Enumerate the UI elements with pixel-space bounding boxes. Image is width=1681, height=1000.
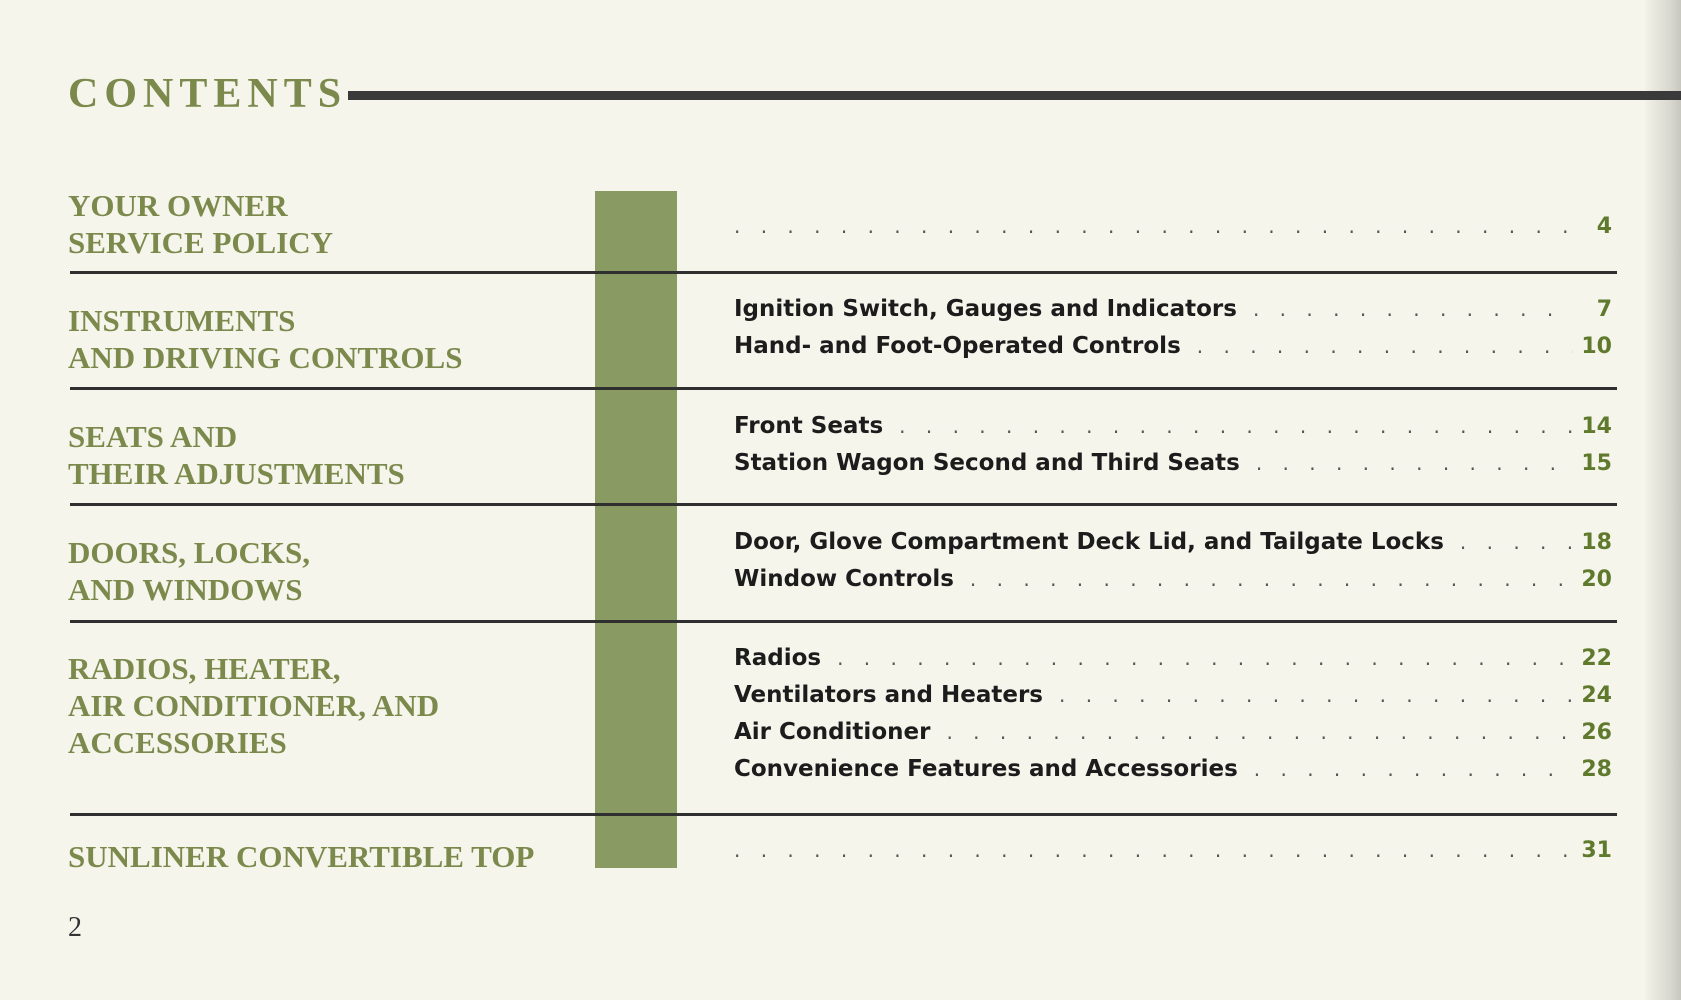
toc-entry-radios[interactable] <box>734 645 1612 679</box>
entry-label: Radios <box>734 645 822 671</box>
entry-page-number: 4 <box>1596 214 1612 239</box>
dot-leader <box>734 838 1573 862</box>
dot-leader <box>946 720 1573 744</box>
section-divider <box>70 271 1617 274</box>
toc-entry-station-wagon-seats[interactable] <box>734 450 1612 484</box>
toc-entry-ventilators-heaters[interactable] <box>734 682 1612 716</box>
toc-entry-door-locks[interactable] <box>734 529 1612 563</box>
dot-leader <box>1197 334 1574 358</box>
entry-label: Front Seats <box>734 413 884 439</box>
section-title-owner-service-policy: YOUR OWNER SERVICE POLICY <box>68 188 334 260</box>
toc-entry-convenience-features[interactable] <box>734 756 1612 790</box>
entry-label: Convenience Features and Accessories <box>734 756 1238 782</box>
toc-entry-hand-foot-controls[interactable] <box>734 333 1612 367</box>
section-title-doors-locks-windows: DOORS, LOCKS, AND WINDOWS <box>68 535 311 607</box>
entry-page-number: 15 <box>1581 451 1612 476</box>
title-rule <box>348 91 1681 100</box>
section-title-seats: SEATS AND THEIR ADJUSTMENTS <box>68 419 405 491</box>
toc-entry-ignition-switch[interactable] <box>734 296 1612 330</box>
toc-entry-front-seats[interactable] <box>734 413 1612 447</box>
page-number: 2 <box>68 912 82 943</box>
page-title: CONTENTS <box>68 71 348 117</box>
entry-page-number: 31 <box>1581 838 1612 863</box>
dot-leader <box>970 567 1573 591</box>
dot-leader <box>734 214 1574 238</box>
entry-page-number: 18 <box>1581 530 1612 555</box>
entry-page-number: 20 <box>1581 567 1612 592</box>
dot-leader <box>1460 530 1573 554</box>
section-title-sunliner-top: SUNLINER CONVERTIBLE TOP <box>68 839 535 874</box>
section-divider <box>70 813 1617 816</box>
section-divider <box>70 503 1617 506</box>
entry-label: Ignition Switch, Gauges and Indicators <box>734 296 1237 322</box>
dot-leader <box>1059 683 1573 707</box>
entry-label: Air Conditioner <box>734 719 931 745</box>
toc-entry-window-controls[interactable] <box>734 566 1612 600</box>
dot-leader <box>1256 451 1574 475</box>
toc-entry-owner-service-policy[interactable] <box>734 214 1612 248</box>
section-divider <box>70 620 1617 623</box>
entry-label: Ventilators and Heaters <box>734 682 1043 708</box>
section-title-radios-heater: RADIOS, HEATER, AIR CONDITIONER, AND ACCESSORIES <box>68 651 440 760</box>
green-accent-bar <box>595 191 677 868</box>
toc-entry-sunliner-top[interactable] <box>734 838 1612 872</box>
dot-leader <box>1254 757 1574 781</box>
entry-page-number: 28 <box>1581 757 1612 782</box>
entry-label: Station Wagon Second and Third Seats <box>734 450 1240 476</box>
entry-page-number: 10 <box>1581 334 1612 359</box>
entry-label: Window Controls <box>734 566 954 592</box>
entry-page-number: 22 <box>1581 646 1612 671</box>
section-divider <box>70 387 1617 390</box>
entry-page-number: 26 <box>1581 720 1612 745</box>
entry-page-number: 24 <box>1581 683 1612 708</box>
entry-page-number: 7 <box>1596 297 1612 322</box>
dot-leader <box>1253 297 1574 321</box>
section-title-instruments: INSTRUMENTS AND DRIVING CONTROLS <box>68 303 463 375</box>
page-edge-shadow <box>1645 0 1681 1000</box>
dot-leader <box>837 646 1573 670</box>
toc-entry-air-conditioner[interactable] <box>734 719 1612 753</box>
entry-page-number: 14 <box>1581 414 1612 439</box>
dot-leader <box>899 414 1573 438</box>
entry-label: Door, Glove Compartment Deck Lid, and Tailgate Locks <box>734 529 1444 555</box>
entry-label: Hand- and Foot-Operated Controls <box>734 333 1181 359</box>
